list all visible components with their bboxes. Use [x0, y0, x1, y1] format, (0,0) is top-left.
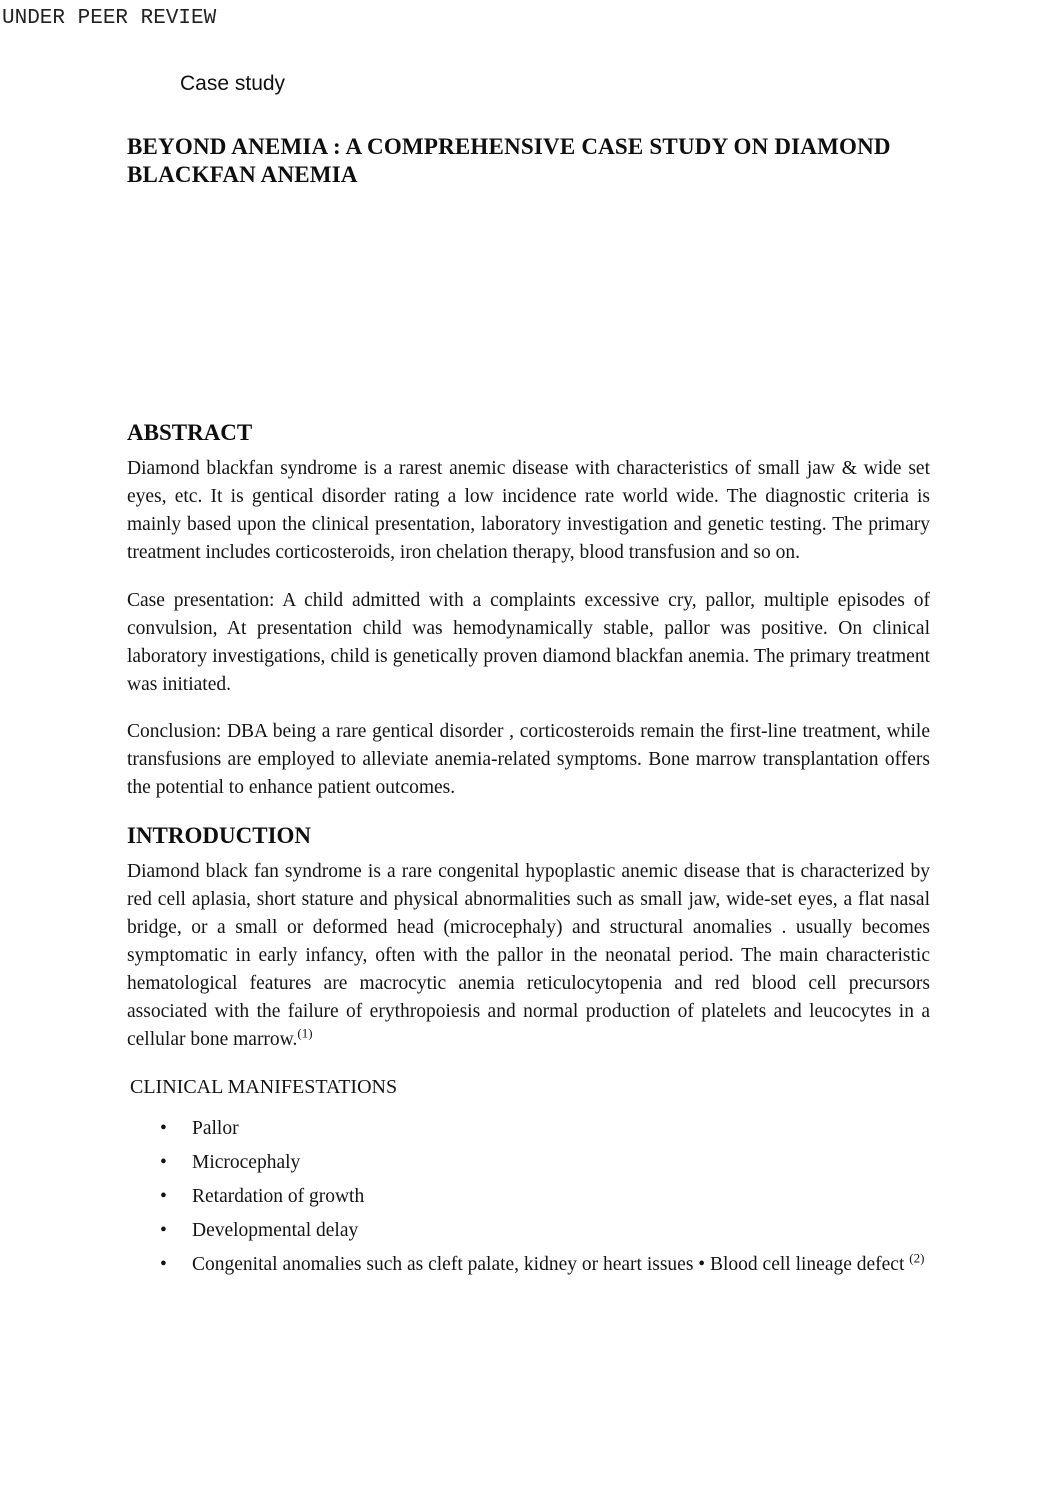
list-item-text: Pallor: [192, 1118, 239, 1139]
bullet-icon: •: [160, 1254, 167, 1275]
bullet-icon: •: [160, 1152, 167, 1173]
list-item-text: Congenital anomalies such as cleft palate, kidney or heart issues • Blood cell lineage defect: [192, 1254, 910, 1275]
peer-review-watermark: UNDER PEER REVIEW: [2, 7, 217, 30]
doc-type-label: Case study: [180, 72, 286, 95]
paper-title: BEYOND ANEMIA : A COMPREHENSIVE CASE STUDY ON DIAMOND BLACKFAN ANEMIA: [127, 134, 891, 187]
page-content: [0, 71, 1058, 1279]
bullet-icon: •: [160, 1186, 167, 1207]
bullet-icon: •: [160, 1220, 167, 1241]
list-item-text: Developmental delay: [192, 1220, 359, 1241]
citation-1: (1): [297, 1025, 313, 1040]
list-item: [127, 1251, 930, 1279]
bullet-icon: •: [160, 1118, 167, 1139]
list-item: [127, 1183, 930, 1211]
list-item: [127, 1115, 930, 1143]
abstract-paragraph: Diamond blackfan syndrome is a rarest anemic disease with characteristics of small jaw & wide set eyes, etc. It is gentical disorder rating a low incidence rate world wide. The diagnostic criteria is mainly based upon the clinical presentation, laboratory investigation and genetic testing. The primary treatment includes corticosteroids, iron chelation therapy, blood transfusion and so on.: [127, 458, 930, 563]
abstract-heading: ABSTRACT: [127, 420, 253, 445]
case-presentation-paragraph: Case presentation: A child admitted with a complaints excessive cry, pallor, multiple episodes of convulsion, At presentation child was hemodynamically stable, pallor was positive. On clinical laboratory investigations, child is genetically proven diamond blackfan anemia. The primary treatment was initiated.: [127, 589, 930, 695]
citation-2: (2): [909, 1250, 925, 1266]
list-item: [127, 1217, 930, 1245]
clinical-manifestations-heading: CLINICAL MANIFESTATIONS: [130, 1076, 398, 1098]
list-item: [127, 1149, 930, 1177]
list-item-text: Retardation of growth: [192, 1186, 365, 1207]
introduction-body-text: Diamond black fan syndrome is a rare congenital hypoplastic anemic disease that is characterized by red cell aplasia, short stature and physical abnormalities such as small jaw, wide-set eyes, a flat nasal bridge, or a small or deformed head (microcephaly) and structural anomalies . usually becomes symptomatic in early infancy, often with the pallor in the neonatal period. The main characteristic hematological features are macrocytic anemia reticulocytopenia and red blood cell precursors associated with the failure of erythropoiesis and normal production of platelets and leucocytes in a cellular bone marrow.: [127, 860, 930, 1050]
introduction-paragraph: [127, 858, 930, 1054]
clinical-manifestations-list: [127, 1115, 930, 1279]
introduction-heading: INTRODUCTION: [127, 822, 312, 848]
list-item-text: Microcephaly: [192, 1152, 301, 1173]
conclusion-paragraph: Conclusion: DBA being a rare gentical disorder , corticosteroids remain the first-line treatment, while transfusions are employed to alleviate anemia-related symptoms. Bone marrow transplantation offers the potential to enhance patient outcomes.: [127, 721, 930, 798]
